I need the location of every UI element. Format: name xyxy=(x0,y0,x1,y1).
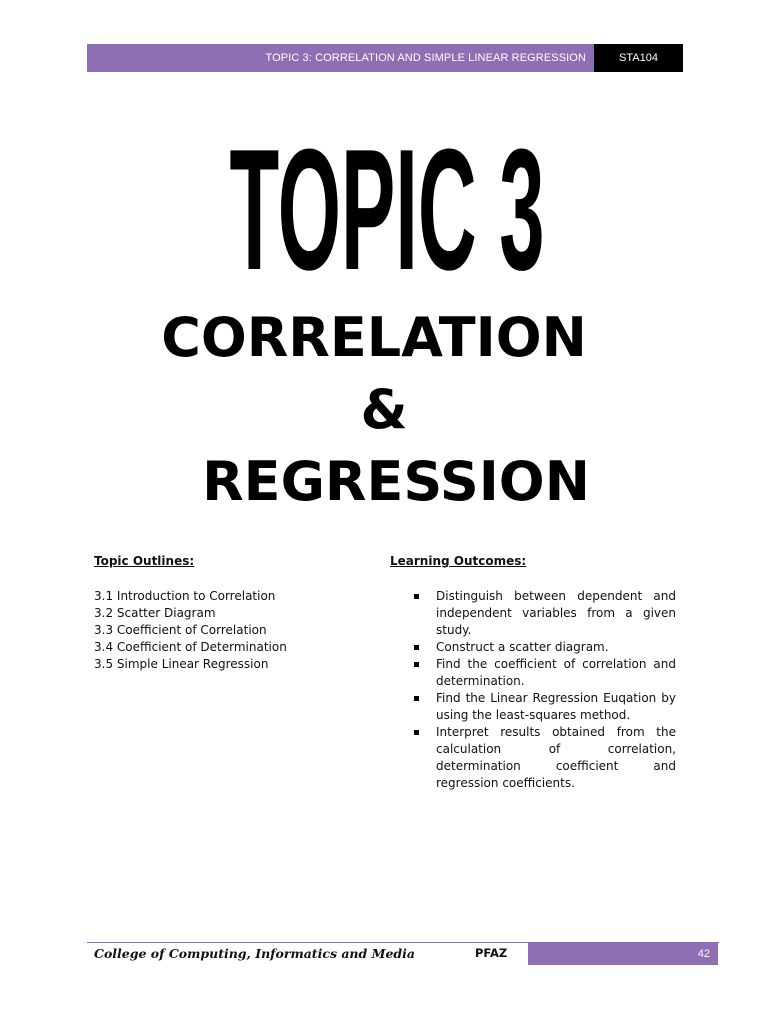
header-topic-title: TOPIC 3: CORRELATION AND SIMPLE LINEAR REGRESSION xyxy=(87,44,594,72)
outcome-text: Find the coefficient of correlation and determination. xyxy=(436,657,676,688)
title-line-regression: REGRESSION xyxy=(202,450,590,513)
topic-outlines-section xyxy=(94,554,354,673)
learning-outcomes-section xyxy=(390,554,676,792)
header-course-code: STA104 xyxy=(594,44,683,72)
learning-outcomes-heading: Learning Outcomes: xyxy=(390,554,527,568)
outcome-text: Interpret results obtained from the calculation of correlation, determination coefficient and regression coefficients. xyxy=(436,725,676,790)
outcome-item xyxy=(390,588,676,639)
topic-heading-wordart xyxy=(225,114,550,307)
document-title xyxy=(100,302,668,518)
outcome-text: Find the Linear Regression Euqation by using the least-squares method. xyxy=(436,691,676,722)
topic-outlines-list xyxy=(94,588,354,673)
outline-item: 3.4 Coefficient of Determination xyxy=(94,640,287,654)
square-bullet-icon xyxy=(414,594,419,599)
title-line-correlation: CORRELATION xyxy=(161,306,587,369)
outcome-text: Distinguish between dependent and independent variables from a given study. xyxy=(436,589,676,637)
outcome-item xyxy=(390,724,676,792)
title-line-ampersand: & xyxy=(360,378,408,441)
footer-college-name: College of Computing, Informatics and Media xyxy=(94,946,415,961)
outline-item: 3.5 Simple Linear Regression xyxy=(94,657,269,671)
learning-outcomes-list xyxy=(390,588,676,792)
topic-heading-text: TOPIC 3 xyxy=(229,114,545,307)
outcome-text: Construct a scatter diagram. xyxy=(436,640,609,654)
square-bullet-icon xyxy=(414,696,419,701)
square-bullet-icon xyxy=(414,730,419,735)
outcome-item xyxy=(390,656,676,690)
page-header xyxy=(87,44,683,72)
outline-item: 3.2 Scatter Diagram xyxy=(94,606,216,620)
topic-outlines-heading: Topic Outlines: xyxy=(94,554,195,568)
outcome-item xyxy=(390,639,676,656)
square-bullet-icon xyxy=(414,645,419,650)
outcome-item xyxy=(390,690,676,724)
outline-item: 3.3 Coefficient of Correlation xyxy=(94,623,267,637)
footer-author: PFAZ xyxy=(475,946,508,960)
square-bullet-icon xyxy=(414,662,419,667)
footer-page-number: 42 xyxy=(528,943,718,965)
outline-item: 3.1 Introduction to Correlation xyxy=(94,589,276,603)
